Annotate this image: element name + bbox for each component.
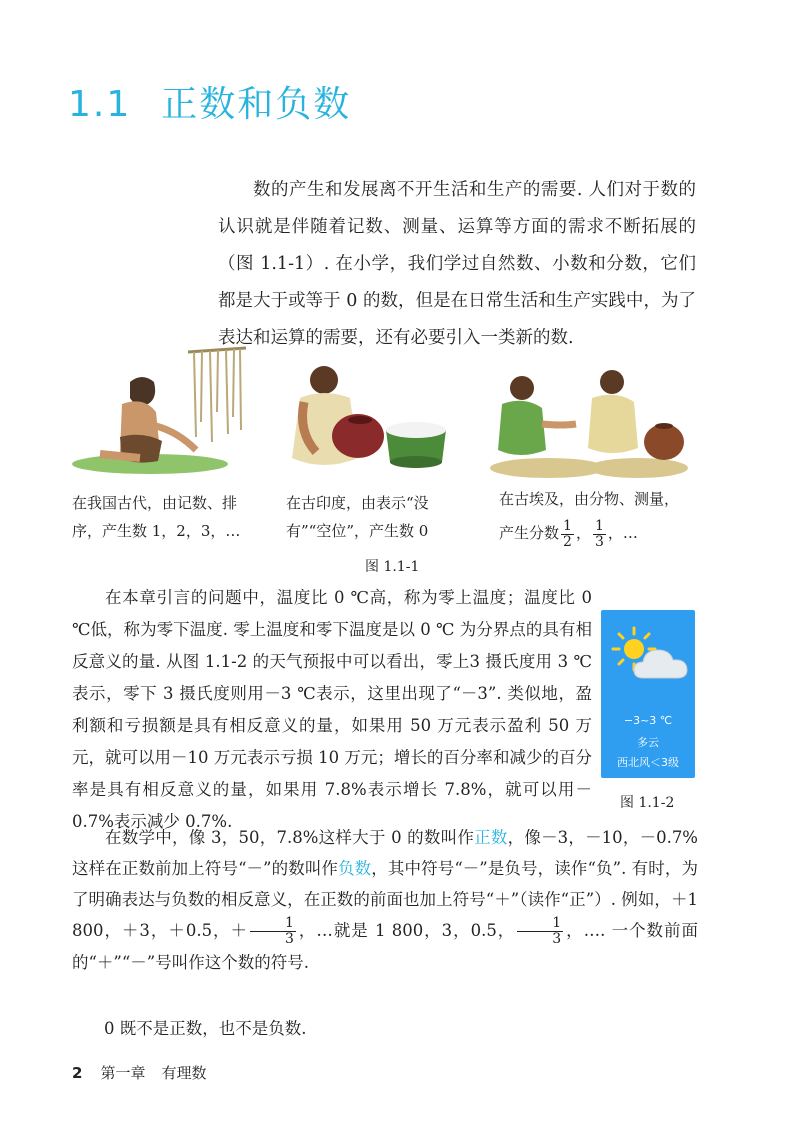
weather-forecast-card xyxy=(601,610,695,778)
keyword-negative-number: 负数 xyxy=(338,859,372,878)
keyword-positive-number: 正数 xyxy=(474,828,508,847)
weather-temperature: −3~3 ℃ xyxy=(623,714,673,727)
weather-wind: 西北风＜3级 xyxy=(617,756,679,769)
cloud-icon xyxy=(633,646,689,682)
caption-egypt-separator: ， xyxy=(575,524,591,542)
fraction-one-half: $\frac{1}{2}$ xyxy=(563,517,572,550)
caption-ancient-china: 在我国古代，由记数、排序，产生数 1，2，3，… xyxy=(72,494,241,540)
figure-1-label: 图 1.1-1 xyxy=(365,559,420,575)
illustration-ancient-india xyxy=(282,358,447,478)
paragraph-definition: 在数学中，像 3，50，7.8%这样大于 0 的数叫作正数，像－3，－10，－0.7%这样在正数前加上符号“－”的数叫作负数，其中符号“－”是负号，读作“负”. 有时，为了明确表达与负数的相反意义，在正数的前面也加上符号“＋”（读作“正”）. 例如，＋1 800，＋3，＋0.5，＋ $\frac{1}{3}$ ，…就是 1 800，3，0.5， $\frac{1}{3}$ ，…. 一个数前面的“＋”“－”号叫作这个数的符号. xyxy=(72,828,699,972)
section-number: 1.1 xyxy=(68,84,132,125)
caption-egypt-line1: 在古埃及，由分物、测量， xyxy=(499,490,680,508)
fraction-one-third-b: $\frac{1}{3}$ xyxy=(517,916,563,947)
caption-egypt-prefix: 产生分数 xyxy=(499,524,560,542)
fraction-one-third: $\frac{1}{3}$ xyxy=(594,517,604,550)
caption-egypt-line2 xyxy=(499,516,699,550)
page-footer xyxy=(72,1062,206,1083)
caption-egypt-suffix: ，… xyxy=(607,524,638,542)
chapter-title: 有理数 xyxy=(161,1064,207,1082)
caption-ancient-egypt xyxy=(499,482,699,550)
intro-paragraph: 数的产生和发展离不开生活和生产的需要. 人们对于数的认识就是伴随着记数、测量、运算等方面的需求不断拓展的（图 1.1-1）. 在小学，我们学过自然数、小数和分数，它们都是大于或等于 0 的数，但是在日常生活和生产实践中，为了表达和运算的需要，还有必要引入一类新的数. xyxy=(218,180,696,348)
paragraph-zero: 0 既不是正数，也不是负数. xyxy=(104,1019,307,1038)
illustration-ancient-china xyxy=(70,342,250,477)
paragraph-opposite-quantities: 在本章引言的问题中，温度比 0 ℃高，称为零上温度；温度比 0 ℃低，称为零下温度. 零上温度和零下温度是以 0 ℃ 为分界点的具有相反意义的量. 从图 1.1-2 的天气预报中可以看出，零上3 摄氏度用 3 ℃表示，零下 3 摄氏度则用－3 ℃表示，这里出现了“－3”. 类似地，盈利额和亏损额是具有相反意义的量，如果用 50 万元表示盈利 50 万元，就可以用－10 万元表示亏损 10 万元；增长的百分率和减少的百分率是具有相反意义的量，如果用 7.8%表示增长 7.8%，就可以用－0.7%表示减少 0.7%. xyxy=(72,588,592,831)
chapter-number: 第一章 xyxy=(100,1064,146,1082)
illustration-ancient-egypt xyxy=(488,368,688,480)
fraction-one-third-a: $\frac{1}{3}$ xyxy=(250,916,296,947)
page-number: 2 xyxy=(72,1064,83,1082)
weather-condition: 多云 xyxy=(637,736,659,749)
section-title xyxy=(68,76,351,127)
caption-ancient-india: 在古印度，由表示“没有”“空位”，产生数 0 xyxy=(286,494,429,540)
section-title-text: 正数和负数 xyxy=(161,84,352,125)
figure-2-label: 图 1.1-2 xyxy=(620,795,675,811)
